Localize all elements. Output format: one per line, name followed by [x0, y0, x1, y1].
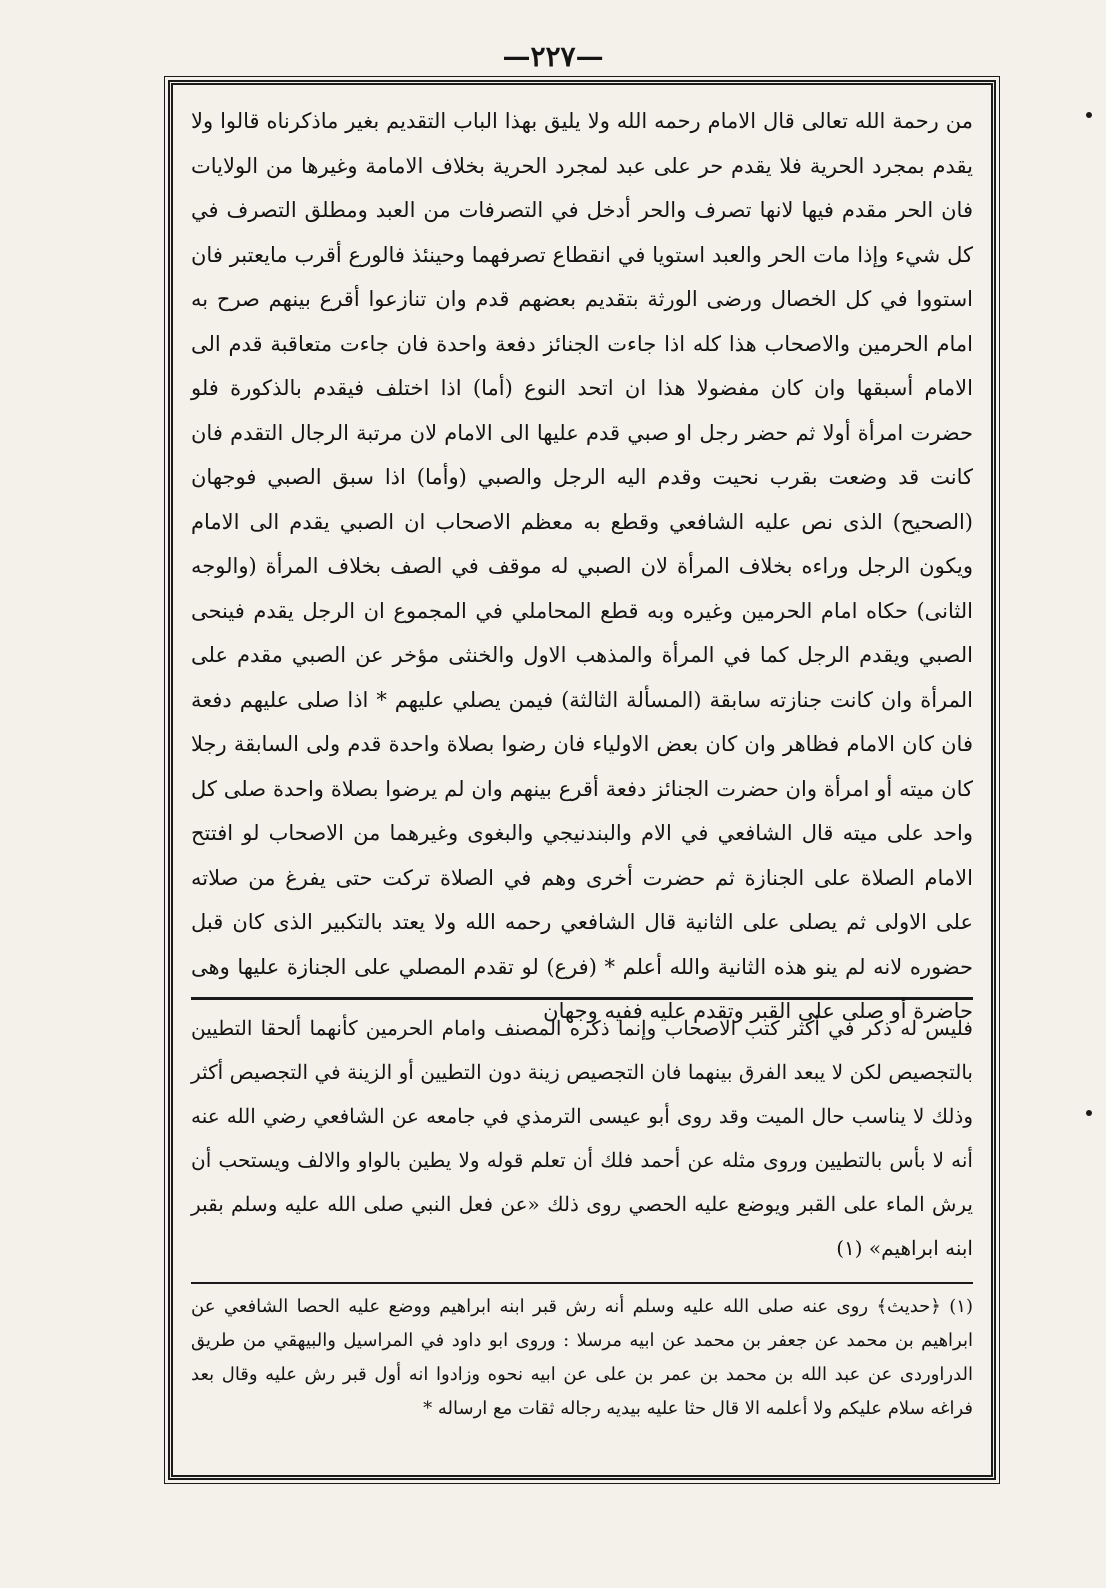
commentary-text: فليس له ذكر في أكثر كتب الاصحاب وإنما ذكره المصنف وامام الحرمين كأنهما ألحقا التطيين بالتجصيص لكن لا يبعد الفرق بينهما فان التجصيص زينة دون التطيين أو الزينة في التجصيص أكثر وذلك لا يناسب حال الميت وقد روى أبو عيسى الترمذي في جامعه عن الشافعي رضي الله عنه أنه لا بأس بالتطيين وروى مثله عن أحمد فلك أن تعلم قوله ولا يطين بالواو والالف ويستحب أن يرش الماء على القبر ويوضع عليه الحصي روى ذلك «عن فعل النبي صلى الله عليه وسلم بقبر ابنه ابراهيم» (١) — [191, 1016, 973, 1260]
main-text: من رحمة الله تعالى قال الامام رحمه الله ولا يليق بهذا الباب التقديم بغير ماذكرناه قالوا ولا يقدم بمجرد الحرية فلا يقدم حر على عبد لمجرد الحرية بخلاف الامامة وغيرها من الولايات فان الحر مقدم فيها لانها تصرف والحر أدخل في التصرفات من العبد ومطلق التصرف في كل شيء وإذا مات الحر والعبد استويا في انقطاع تصرفهما وحينئذ فالورع أقرب مايعتبر فان استووا في كل الخصال ورضى الورثة بتقديم بعضهم قدم وان تنازعوا أقرع بينهم صرح به امام الحرمين والاصحاب هذا كله اذا جاءت الجنائز دفعة واحدة فان جاءت متعاقبة قدم الى الامام أسبقها وان كان مفضولا هذا ان اتحد النوع (أما) اذا اختلف فيقدم بالذكورة فلو حضرت امرأة أولا ثم حضر رجل او صبي قدم عليها الى الامام لان مرتبة الرجال التقدم فان كانت قد وضعت بقرب نحيت وقدم اليه الرجل والصبي (وأما) اذا سبق الصبي فوجهان (الصحيح) الذى نص عليه الشافعي وقطع به معظم الاصحاب ان الصبي يقدم الى الامام ويكون الرجل وراءه بخلاف المرأة لان الصبي له موقف في الصف بخلاف المرأة (والوجه الثانى) حكاه امام الحرمين وغيره وبه قطع المحاملي في المجموع ان الرجل يقدم فينحى الصبي ويقدم الرجل كما في المرأة والمذهب الاول والخنثى مؤخر عن الصبي مقدم على المرأة وان كانت جنازته سابقة (المسألة الثالثة) فيمن يصلي عليهم * اذا صلى عليهم دفعة فان كان الامام فظاهر وان كان بعض الاولياء فان رضوا بصلاة واحدة قدم ولى السابقة رجلا كان ميته أو امرأة وان حضرت الجنائز دفعة أقرع بينهم وان لم يرضوا بصلاة واحدة صلى كل واحد على ميته قال الشافعي في الام والبندنيجي والبغوى وغيرهما من الاصحاب لو افتتح الامام الصلاة على الجنازة ثم حضرت أخرى وهم في الصلاة تركت حتى يفرغ من صلاته على الاولى ثم يصلى على الثانية قال الشافعي رحمه الله ولا يعتد بالتكبير الذى كان قبل حضوره لانه لم ينو هذه الثانية والله أعلم * (فرع) لو تقدم المصلي على الجنازة عليها وهى حاضرة أو صلى على القبر وتقدم عليه ففيه وجهان — [191, 109, 973, 1023]
footnote-text: (١) ﴿حديث﴾ روى عنه صلى الله عليه وسلم أنه رش قبر ابنه ابراهيم ووضع عليه الحصا الشافعي عن ابراهيم بن محمد عن جعفر بن محمد عن ابيه مرسلا : وروى ابو داود في المراسيل والبيهقي من طريق الدراوردى عن عبد الله بن محمد بن عمر بن على عن ابيه نحوه وزادوا انه أول قبر رش عليه وقال بعد فراغه سلام عليكم ولا أعلمه الا قال حثا عليه بيديه رجاله ثقات مع ارساله * — [191, 1296, 973, 1419]
main-text-block — [191, 99, 973, 1023]
scan-speck — [1086, 112, 1092, 118]
footnote-block — [191, 1290, 973, 1460]
page-number: —٢٢٧— — [502, 40, 604, 73]
scan-speck — [1086, 1110, 1092, 1116]
commentary-block — [191, 1006, 973, 1278]
page-frame — [168, 80, 996, 1480]
footnote-divider — [191, 1282, 973, 1284]
